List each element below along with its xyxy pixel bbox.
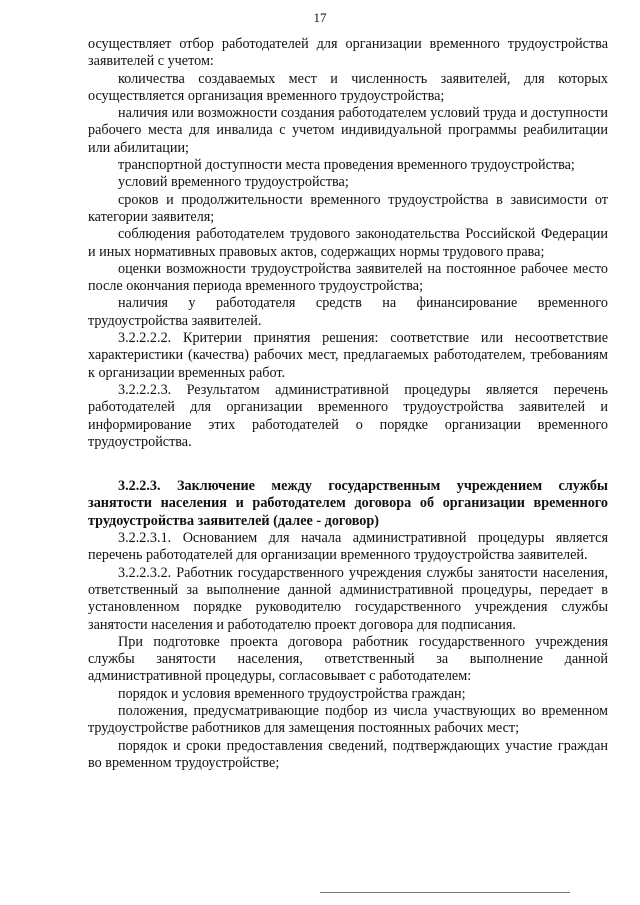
paragraph: 3.2.2.3.2. Работник государственного учреждения службы занятости населения, ответственный за выполнение данной административной процедуры, передает в установленном порядке руководителю государственного учреждения службы занятости населения и работодателю проект договора для подписания.	[88, 564, 608, 633]
paragraph: осуществляет отбор работодателей для организации временного трудоустройства заявителей с учетом:	[88, 36, 608, 70]
paragraph: При подготовке проекта договора работник государственного учреждения службы занятости населения, ответственный за выполнение данной административной процедуры, согласовывает с работодателем:	[88, 633, 608, 685]
document-body	[88, 36, 608, 772]
paragraph: 3.2.2.3.1. Основанием для начала административной процедуры является перечень работодателей для организации временного трудоустройства заявителей.	[88, 530, 608, 564]
paragraph: сроков и продолжительности временного трудоустройства в зависимости от категории заявителя;	[88, 191, 608, 225]
section-selection-criteria	[88, 36, 608, 451]
page-number: 17	[313, 10, 327, 25]
paragraph: наличия у работодателя средств на финансирование временного трудоустройства заявителей.	[88, 295, 608, 329]
paragraph: порядок и условия временного трудоустройства граждан;	[118, 685, 466, 702]
paragraph: наличия или возможности создания работодателем условий труда и доступности рабочего места для инвалида с учетом индивидуальной программы реабилитации или абилитации;	[88, 105, 608, 156]
paragraph: условий временного трудоустройства;	[118, 174, 349, 191]
paragraph: соблюдения работодателем трудового законодательства Российской Федерации и иных нормативных правовых актов, содержащих нормы трудового права;	[88, 226, 608, 260]
paragraph: положения, предусматривающие подбор из числа участвующих во временном трудоустройстве работников для замещения постоянных рабочих мест;	[88, 702, 608, 737]
paragraph: количества создаваемых мест и численность заявителей, для которых осуществляется организация временного трудоустройства;	[88, 70, 608, 104]
section-contract	[88, 530, 608, 772]
section-heading: 3.2.2.3. Заключение между государственным учреждением службы занятости населения и работодателем договора об организации временного трудоустройства заявителей (далее - договор)	[88, 478, 608, 529]
paragraph: оценки возможности трудоустройства заявителей на постоянное рабочее место после окончания периода временного трудоустройства;	[88, 260, 608, 295]
paragraph: 3.2.2.2.2. Критерии принятия решения: соответствие или несоответствие характеристики (качества) рабочих мест, предлагаемых работодателем, требованиям к организации временных работ.	[88, 330, 608, 381]
paragraph: порядок и сроки предоставления сведений, подтверждающих участие граждан во временном трудоустройстве;	[88, 737, 608, 771]
footer-divider	[320, 892, 570, 893]
paragraph: 3.2.2.2.3. Результатом административной процедуры является перечень работодателей для организации временного трудоустройства заявителей и информирование этих работодателей о порядке организации временного трудоустройства.	[88, 381, 608, 450]
paragraph: транспортной доступности места проведения временного трудоустройства;	[118, 157, 575, 174]
